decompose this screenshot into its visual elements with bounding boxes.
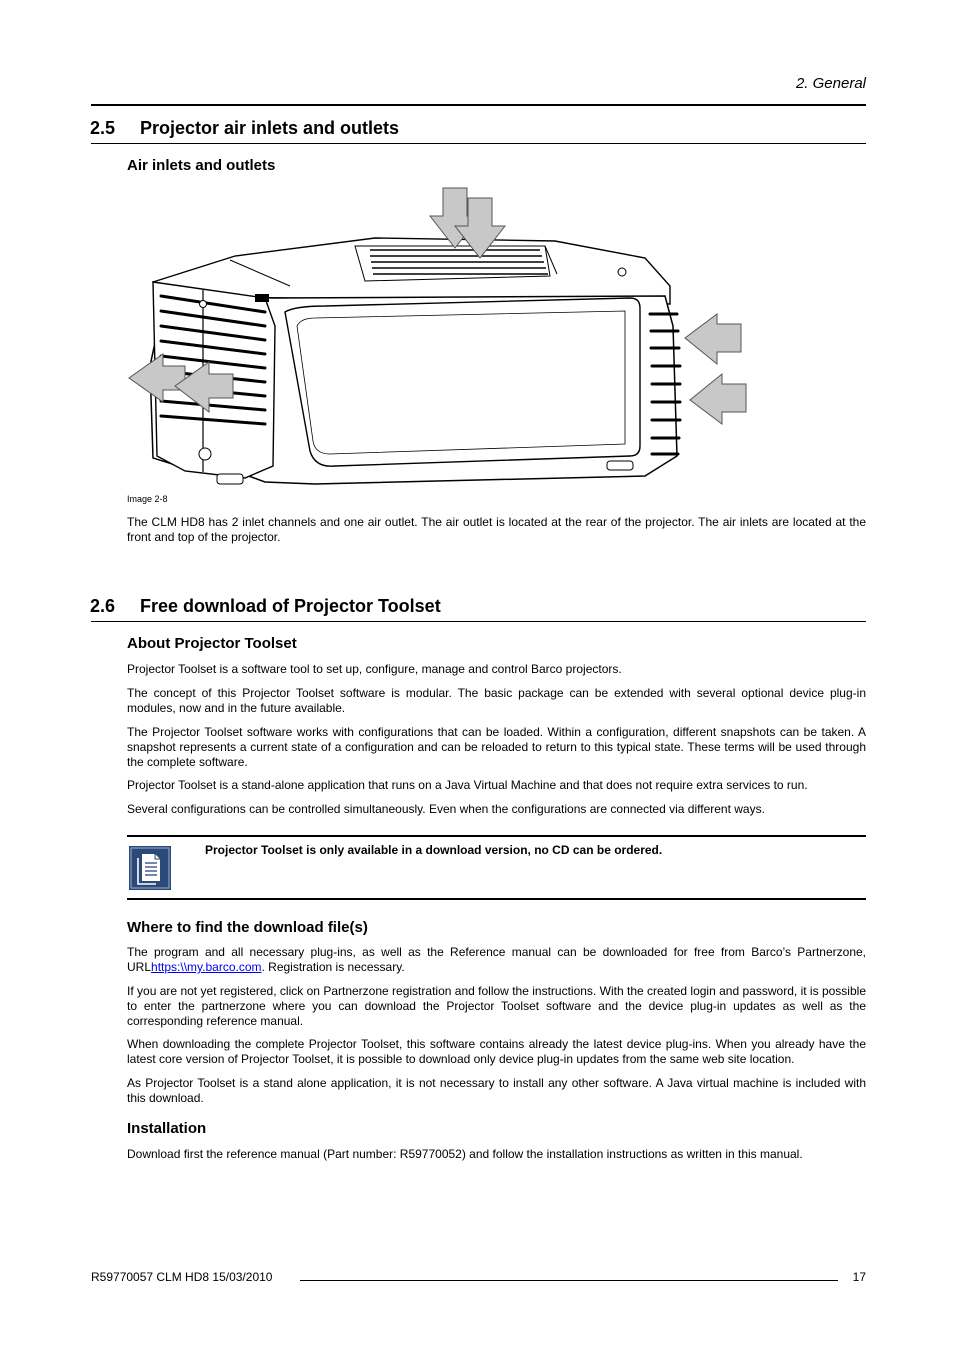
section-2-6-heading — [90, 596, 441, 617]
footer-rule — [300, 1280, 838, 1281]
section-title: Projector air inlets and outlets — [140, 118, 400, 138]
section-rule — [91, 143, 866, 144]
paragraph-where-4: As Projector Toolset is a stand alone application, it is not necessary to install any other software. A Java virtual machine is included with this download. — [127, 1076, 866, 1105]
paragraph-about-4: Projector Toolset is a stand-alone application that runs on a Java Virtual Machine and that does not require extra services to run. — [127, 778, 808, 792]
subheading-where: Where to find the download file(s) — [127, 919, 368, 936]
subheading-air-inlets: Air inlets and outlets — [127, 157, 276, 174]
paragraph-where-3: When downloading the complete Projector Toolset, this software contains already the latest device plug-ins. When you already have the latest core version of Projector Toolset, it is possible to download only device plug-in updates from the same web site location. — [127, 1037, 866, 1066]
document-note-icon — [129, 846, 171, 890]
header-rule — [91, 104, 866, 106]
note-top-rule — [127, 835, 866, 837]
paragraph-about-2: The concept of this Projector Toolset software is modular. The basic package can be extended with several optional device plug-in modules, now and in the future available. — [127, 686, 866, 715]
text-after-link: . Registration is necessary. — [261, 960, 405, 974]
image-caption: Image 2-8 — [127, 494, 168, 504]
running-header: 2. General — [795, 75, 866, 92]
paragraph-where-1 — [127, 945, 866, 975]
section-number: 2.6 — [90, 596, 116, 616]
paragraph-about-3: The Projector Toolset software works with configurations that can be loaded. Within a configuration, different snapshots can be taken. A snapshot represents a current state of a configuration and can be reloaded to return to this typical state. These terms will be used through the complete software. — [127, 725, 866, 769]
section-number: 2.5 — [90, 118, 116, 138]
section-rule — [91, 621, 866, 622]
partnerzone-link[interactable]: https:\\my.barco.com — [151, 960, 262, 974]
footer-doc-id: R59770057 CLM HD8 15/03/2010 — [91, 1270, 273, 1284]
paragraph-about-5: Several configurations can be controlled simultaneously. Even when the configurations are connected via different ways. — [127, 802, 765, 816]
paragraph-installation: Download first the reference manual (Part number: R59770052) and follow the installation instructions as written in this manual. — [127, 1147, 803, 1161]
page-number: 17 — [852, 1270, 866, 1284]
subheading-about: About Projector Toolset — [127, 635, 297, 652]
section-title: Free download of Projector Toolset — [140, 596, 441, 616]
subheading-installation: Installation — [127, 1120, 207, 1137]
note-bottom-rule — [127, 898, 866, 900]
projector-airflow-illustration — [125, 186, 750, 492]
note-text: Projector Toolset is only available in a download version, no CD can be ordered. — [205, 843, 663, 857]
paragraph-about-1: Projector Toolset is a software tool to set up, configure, manage and control Barco projectors. — [127, 662, 622, 676]
paragraph-air-inlets: The CLM HD8 has 2 inlet channels and one air outlet. The air outlet is located at the rear of the projector. The air inlets are located at the front and top of the projector. — [127, 515, 866, 544]
section-2-5-heading — [90, 118, 399, 139]
paragraph-where-2: If you are not yet registered, click on Partnerzone registration and follow the instructions. With the created login and password, it is possible to enter the partnerzone where you can download the Projector Toolset software and the device plug-in updates as well as the corresponding reference manual. — [127, 984, 866, 1028]
text-before-link: The program and all necessary plug-ins, as well as the Reference manual can be downloaded for free from Barco’s Partnerzone, URL — [127, 945, 866, 974]
